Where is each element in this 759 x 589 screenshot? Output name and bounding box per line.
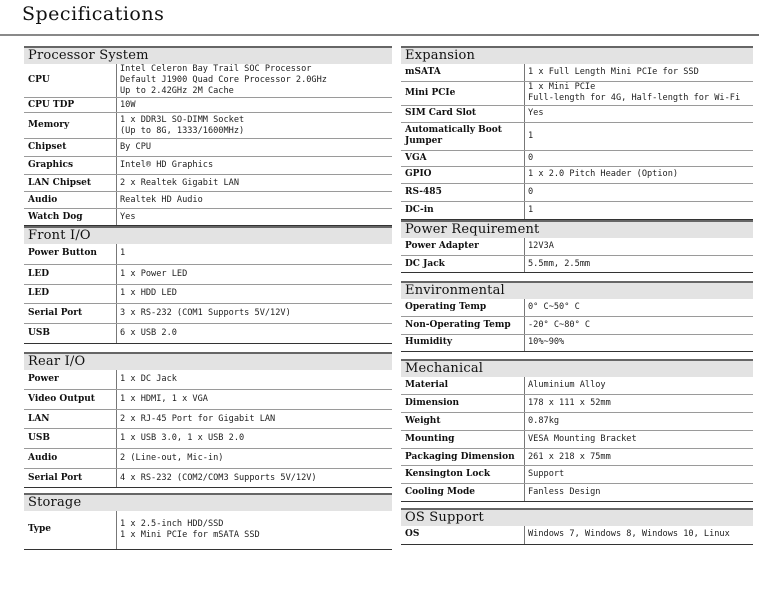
spec-label: Operating Temp xyxy=(401,299,525,316)
section-rear-i-o xyxy=(24,352,392,489)
section-header: Power Requirement xyxy=(401,220,753,238)
spec-value xyxy=(117,469,393,488)
spec-row xyxy=(401,413,753,431)
spec-value-line: 1 x Mini PCIe xyxy=(528,82,596,92)
spec-label: LED xyxy=(24,284,117,303)
spec-table xyxy=(24,370,392,489)
spec-value xyxy=(117,390,393,410)
spec-row xyxy=(24,410,392,429)
spec-row xyxy=(401,256,753,273)
spec-value-line: 2 (Line-out, Mic-in) xyxy=(120,453,224,463)
spec-row xyxy=(24,469,392,488)
spec-label: Power Adapter xyxy=(401,238,525,256)
spec-value-line: 0° C~50° C xyxy=(528,301,580,312)
spec-value-line: 5.5mm, 2.5mm xyxy=(528,258,591,269)
spec-row xyxy=(24,284,392,303)
spec-label: Material xyxy=(401,377,525,395)
spec-value-line: 261 x 218 x 75mm xyxy=(528,451,611,462)
spec-value xyxy=(525,64,754,81)
spec-row xyxy=(24,244,392,264)
spec-label: LED xyxy=(24,264,117,284)
spec-value xyxy=(525,166,754,183)
spec-row xyxy=(24,429,392,449)
spec-label: mSATA xyxy=(401,64,525,81)
section-front-i-o xyxy=(24,226,392,344)
spec-value xyxy=(525,526,754,544)
spec-row xyxy=(401,150,753,166)
spec-value-line: 1 x 2.0 Pitch Header (Option) xyxy=(528,169,679,179)
spec-value-line: 1 x HDD LED xyxy=(120,288,177,298)
spec-value xyxy=(525,484,754,502)
spec-table xyxy=(401,64,753,220)
spec-value xyxy=(525,81,754,105)
spec-row xyxy=(401,526,753,544)
spec-value-line: 2 x RJ-45 Port for Gigabit LAN xyxy=(120,413,276,424)
spec-value xyxy=(525,150,754,166)
spec-table xyxy=(401,377,753,503)
spec-value xyxy=(117,139,393,157)
spec-label: CPU TDP xyxy=(24,98,117,113)
spec-row xyxy=(401,377,753,395)
spec-value-line: 178 x 111 x 52mm xyxy=(528,398,611,408)
spec-value-line: Full-length for 4G, Half-length for Wi-Fi xyxy=(528,93,741,103)
spec-label: DC Jack xyxy=(401,256,525,273)
spec-value-line: Up to 2.42GHz 2M Cache xyxy=(120,86,234,96)
spec-value xyxy=(525,256,754,273)
spec-value-line: Support xyxy=(528,469,565,479)
spec-value-line: 4 x RS-232 (COM2/COM3 Supports 5V/12V) xyxy=(120,472,317,483)
spec-label: USB xyxy=(24,429,117,449)
spec-table xyxy=(24,64,392,226)
left-column xyxy=(24,46,392,550)
spec-value xyxy=(117,192,393,209)
spec-label: Type xyxy=(24,511,117,549)
spec-row xyxy=(401,316,753,334)
spec-value xyxy=(525,299,754,316)
spec-row xyxy=(401,238,753,256)
spec-row xyxy=(24,264,392,284)
spec-label: Kensington Lock xyxy=(401,466,525,484)
section-header: Mechanical xyxy=(401,359,753,377)
spec-value xyxy=(117,64,393,98)
spec-row xyxy=(401,431,753,449)
spec-value-line: Yes xyxy=(120,211,136,222)
spec-label: DC-in xyxy=(401,201,525,219)
spec-value xyxy=(117,511,393,549)
spec-label: Chipset xyxy=(24,139,117,157)
spec-value xyxy=(525,395,754,413)
spec-value-line: Intel® HD Graphics xyxy=(120,160,214,170)
spec-row xyxy=(24,113,392,139)
spec-row xyxy=(24,511,392,549)
spec-value xyxy=(117,175,393,192)
spec-value xyxy=(525,334,754,351)
spec-value-line: 0 xyxy=(528,186,534,197)
spec-row xyxy=(401,201,753,219)
spec-value xyxy=(117,113,393,139)
spec-value-line: 1 x Power LED xyxy=(120,268,188,279)
spec-row xyxy=(24,64,392,98)
spec-row xyxy=(24,303,392,323)
spec-value xyxy=(525,449,754,466)
spec-value-line: 1 x DC Jack xyxy=(120,373,177,384)
spec-label: USB xyxy=(24,323,117,343)
spec-label: OS xyxy=(401,526,525,544)
spec-row xyxy=(24,98,392,113)
spec-label: RS-485 xyxy=(401,183,525,201)
spec-value xyxy=(525,201,754,219)
spec-value-line: (Up to 8G, 1333/1600MHz) xyxy=(120,125,245,136)
section-os-support xyxy=(401,508,753,545)
spec-value xyxy=(117,429,393,449)
spec-value-line: Windows 7, Windows 8, Windows 10, Linux xyxy=(528,529,730,540)
spec-value xyxy=(117,284,393,303)
spec-value-line: Intel Celeron Bay Trail SOC Processor xyxy=(120,64,312,74)
section-header: Processor System xyxy=(24,46,392,64)
spec-value-line: 10%~90% xyxy=(528,337,565,347)
spec-value-line: -20° C~80° C xyxy=(528,319,591,330)
spec-label: Watch Dog xyxy=(24,209,117,226)
spec-row xyxy=(24,157,392,175)
spec-row xyxy=(401,395,753,413)
spec-row xyxy=(24,175,392,192)
section-processor-system xyxy=(24,46,392,226)
spec-value-line: 1 xyxy=(528,204,534,215)
section-power-requirement xyxy=(401,220,753,274)
spec-value xyxy=(525,238,754,256)
spec-row xyxy=(401,484,753,502)
spec-label: Weight xyxy=(401,413,525,431)
spec-row xyxy=(401,183,753,201)
spec-label: LAN Chipset xyxy=(24,175,117,192)
spec-row xyxy=(401,122,753,150)
spec-value-line: 10W xyxy=(120,99,136,110)
spec-label: Serial Port xyxy=(24,303,117,323)
spec-label: Audio xyxy=(24,192,117,209)
spec-label: Cooling Mode xyxy=(401,484,525,502)
spec-value xyxy=(525,413,754,431)
spec-table xyxy=(24,511,392,550)
spec-row xyxy=(24,139,392,157)
spec-value xyxy=(117,244,393,264)
spec-label: Graphics xyxy=(24,157,117,175)
spec-value xyxy=(525,466,754,484)
spec-value xyxy=(117,303,393,323)
section-mechanical xyxy=(401,359,753,503)
spec-value xyxy=(525,183,754,201)
section-environmental xyxy=(401,281,753,352)
spec-value xyxy=(525,316,754,334)
spec-value-line: 1 x 2.5-inch HDD/SSD xyxy=(120,518,224,529)
spec-value xyxy=(525,122,754,150)
spec-value-line: 1 xyxy=(528,130,534,141)
spec-value xyxy=(117,157,393,175)
spec-row xyxy=(24,449,392,469)
right-column xyxy=(401,46,753,545)
spec-row xyxy=(401,166,753,183)
spec-value-line: 1 x Mini PCIe for mSATA SSD xyxy=(120,529,260,540)
section-header: Environmental xyxy=(401,281,753,299)
spec-value-line: By CPU xyxy=(120,142,152,152)
spec-value xyxy=(525,431,754,449)
spec-label: Audio xyxy=(24,449,117,469)
spec-value-line: VESA Mounting Bracket xyxy=(528,434,637,444)
spec-value-line: Yes xyxy=(528,108,544,118)
spec-table xyxy=(24,244,392,344)
spec-label: Memory xyxy=(24,113,117,139)
spec-label: Video Output xyxy=(24,390,117,410)
spec-value-line: 0 xyxy=(528,152,534,163)
section-header: OS Support xyxy=(401,508,753,526)
spec-value xyxy=(117,98,393,113)
spec-row xyxy=(401,449,753,466)
spec-label: Automatically Boot Jumper xyxy=(401,122,525,150)
section-header: Storage xyxy=(24,493,392,511)
spec-label: Power Button xyxy=(24,244,117,264)
spec-row xyxy=(24,390,392,410)
spec-label: GPIO xyxy=(401,166,525,183)
spec-value-line: 1 x DDR3L SO-DIMM Socket xyxy=(120,114,245,125)
spec-value xyxy=(117,410,393,429)
spec-value-line: 12V3A xyxy=(528,240,554,251)
spec-value-line: 1 x Full Length Mini PCIe for SSD xyxy=(528,66,699,77)
spec-value-line: 3 x RS-232 (COM1 Supports 5V/12V) xyxy=(120,307,291,318)
spec-value-line: Default J1900 Quad Core Processor 2.0GHz xyxy=(120,75,327,85)
spec-value-line: 2 x Realtek Gigabit LAN xyxy=(120,177,239,188)
spec-label: SIM Card Slot xyxy=(401,105,525,122)
spec-value xyxy=(117,449,393,469)
spec-value xyxy=(525,377,754,395)
spec-label: CPU xyxy=(24,64,117,98)
spec-label: Dimension xyxy=(401,395,525,413)
spec-label: Non-Operating Temp xyxy=(401,316,525,334)
spec-label: Mounting xyxy=(401,431,525,449)
section-header: Front I/O xyxy=(24,226,392,244)
spec-label: Power xyxy=(24,370,117,390)
page-title: Specifications xyxy=(22,3,165,25)
spec-table xyxy=(401,238,753,274)
spec-value-line: Aluminium Alloy xyxy=(528,379,606,390)
spec-value xyxy=(117,323,393,343)
spec-value-line: 1 x USB 3.0, 1 x USB 2.0 xyxy=(120,433,245,443)
spec-table xyxy=(401,299,753,352)
section-storage xyxy=(24,493,392,550)
spec-value xyxy=(117,209,393,226)
spec-label: Mini PCIe xyxy=(401,81,525,105)
spec-label: Packaging Dimension xyxy=(401,449,525,466)
spec-value-line: 6 x USB 2.0 xyxy=(120,327,177,338)
spec-table xyxy=(401,526,753,545)
spec-label: Serial Port xyxy=(24,469,117,488)
spec-value xyxy=(525,105,754,122)
spec-value xyxy=(117,370,393,390)
spec-row xyxy=(24,323,392,343)
spec-value-line: Realtek HD Audio xyxy=(120,194,203,205)
spec-value-line: 1 x HDMI, 1 x VGA xyxy=(120,394,208,404)
spec-row xyxy=(401,466,753,484)
spec-value-line: Fanless Design xyxy=(528,487,601,497)
section-header: Expansion xyxy=(401,46,753,64)
spec-row xyxy=(401,299,753,316)
section-expansion xyxy=(401,46,753,220)
section-header: Rear I/O xyxy=(24,352,392,370)
spec-row xyxy=(401,64,753,81)
spec-row xyxy=(24,209,392,226)
spec-row xyxy=(401,81,753,105)
spec-value-line: 0.87kg xyxy=(528,416,560,426)
spec-label: Humidity xyxy=(401,334,525,351)
spec-label: VGA xyxy=(401,150,525,166)
spec-row xyxy=(24,192,392,209)
spec-row xyxy=(24,370,392,390)
spec-row xyxy=(401,105,753,122)
spec-value-line: 1 xyxy=(120,248,126,259)
spec-label: LAN xyxy=(24,410,117,429)
title-divider xyxy=(0,34,759,36)
spec-value xyxy=(117,264,393,284)
spec-row xyxy=(401,334,753,351)
